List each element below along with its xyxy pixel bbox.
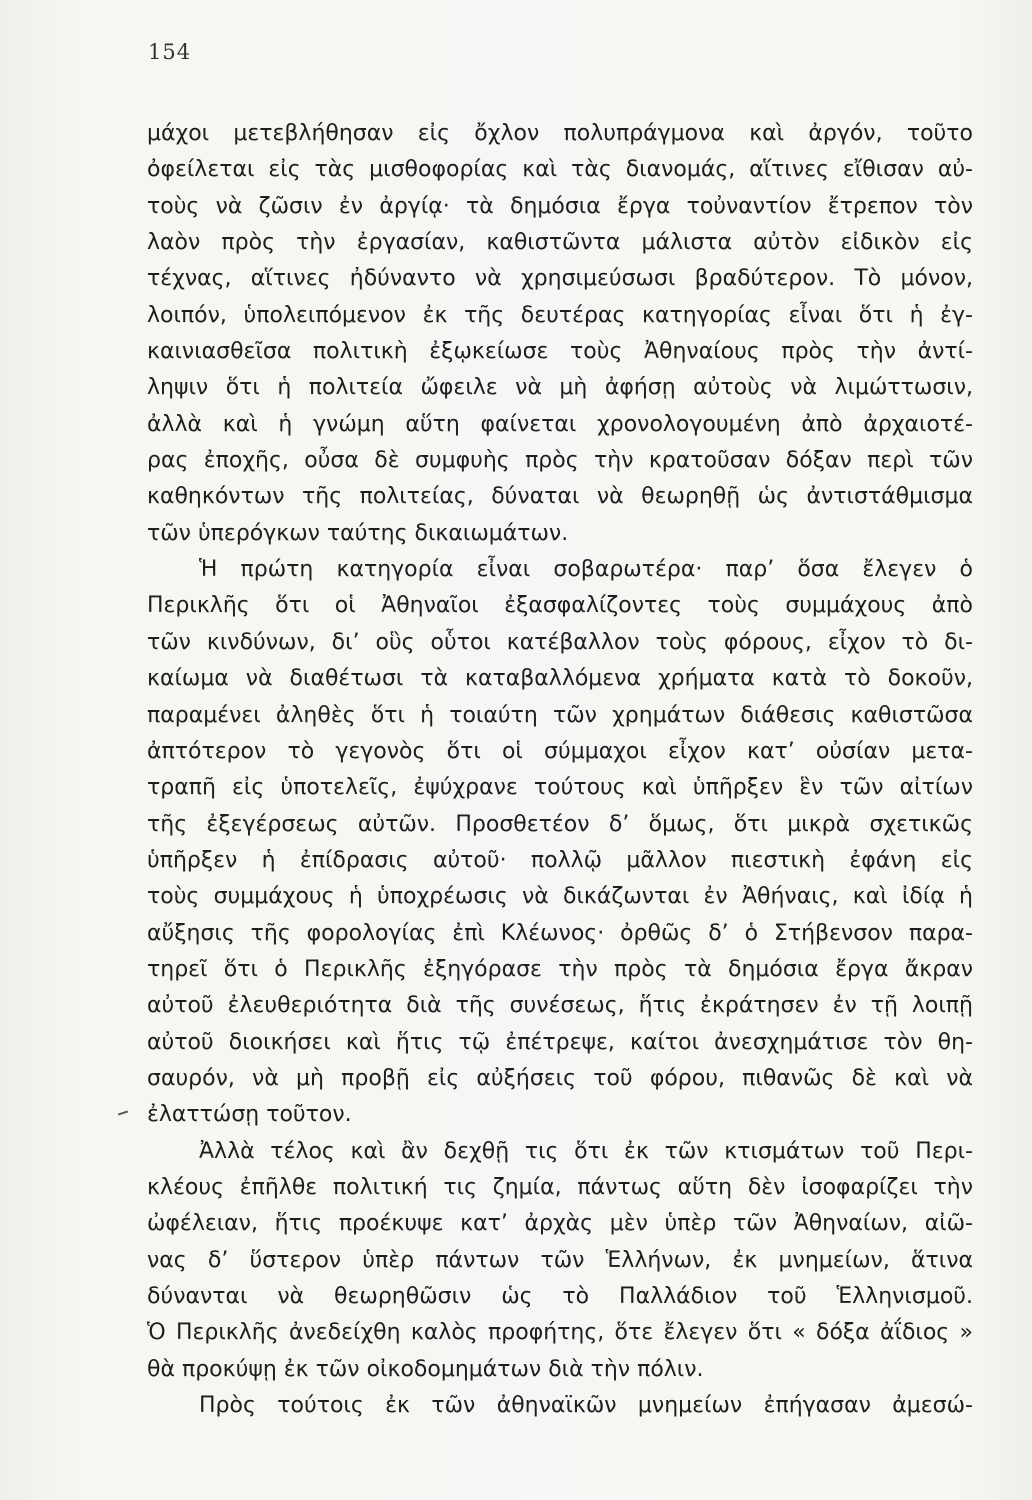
margin-pencil-mark	[118, 1111, 128, 1116]
text-line: Ἡ πρώτη κατηγορία εἶναι σοβαρωτέρα· παρ’ ὅσα ἔλεγεν ὁ	[199, 557, 973, 583]
text-line: σαυρόν, νὰ μὴ προβῇ εἰς αὐξήσεις τοῦ φόρου, πιθανῶς δὲ καὶ νὰ	[147, 1065, 973, 1091]
text-line: νας δ’ ὕστερον ὑπὲρ πάντων τῶν Ἑλλήνων, ἐκ μνημείων, ἅτινα	[147, 1247, 973, 1273]
text-line: αὔξησις τῆς φορολογίας ἐπὶ Κλέωνος· ὀρθῶς δ’ ὁ Στήβενσον παρα-	[147, 920, 973, 946]
text-line: τοὺς νὰ ζῶσιν ἐν ἀργίᾳ· τὰ δημόσια ἔργα τοὐναντίον ἔτρεπον τὸν	[147, 193, 973, 219]
text-line: ὑπῆρξεν ἡ ἐπίδρασις αὐτοῦ· πολλῷ μᾶλλον πιεστικὴ ἐφάνη εἰς	[147, 847, 973, 873]
text-line: ὀφείλεται εἰς τὰς μισθοφορίας καὶ τὰς διανομάς, αἵτινες εἴθισαν αὐ-	[147, 157, 973, 183]
text-line: ἀπτότερον τὸ γεγονὸς ὅτι οἱ σύμμαχοι εἶχον κατ’ οὐσίαν μετα-	[147, 738, 973, 764]
text-line: θὰ προκύψῃ ἐκ τῶν οἰκοδομημάτων διὰ τὴν πόλιν.	[147, 1356, 704, 1382]
text-line: καίωμα νὰ διαθέτωσι τὰ καταβαλλόμενα χρήματα κατὰ τὸ δοκοῦν,	[147, 666, 973, 692]
text-line: τῶν ὑπερόγκων ταύτης δικαιωμάτων.	[147, 520, 569, 546]
page-number: 154	[148, 40, 192, 64]
text-line: λοιπόν, ὑπολειπόμενον ἐκ τῆς δευτέρας κατηγορίας εἶναι ὅτι ἡ ἐγ-	[147, 302, 973, 328]
text-line: τῶν κινδύνων, δι’ οὓς οὗτοι κατέβαλλον τοὺς φόρους, εἶχον τὸ δι-	[147, 629, 973, 655]
text-line: λαὸν πρὸς τὴν ἐργασίαν, καθιστῶντα μάλιστα αὐτὸν εἰδικὸν εἰς	[147, 230, 973, 256]
text-line: Πρὸς τούτοις ἐκ τῶν ἀθηναϊκῶν μνημείων ἐπήγασαν ἀμεσώ-	[199, 1393, 973, 1419]
text-line: Ἀλλὰ τέλος καὶ ἂν δεχθῇ τις ὅτι ἐκ τῶν κτισμάτων τοῦ Περι-	[199, 1138, 973, 1164]
body-text	[147, 116, 973, 1424]
text-line: τοὺς συμμάχους ἡ ὑποχρέωσις νὰ δικάζωνται ἐν Ἀθήναις, καὶ ἰδίᾳ ἡ	[147, 884, 973, 910]
text-line: ληψιν ὅτι ἡ πολιτεία ὤφειλε νὰ μὴ ἀφήσῃ αὐτοὺς νὰ λιμώττωσιν,	[147, 375, 973, 401]
text-line: παραμένει ἀληθὲς ὅτι ἡ τοιαύτη τῶν χρημάτων διάθεσις καθιστῶσα	[147, 702, 973, 728]
text-line: ἐλαττώσῃ τοῦτον.	[147, 1102, 352, 1128]
text-line: δύνανται νὰ θεωρηθῶσιν ὡς τὸ Παλλάδιον τοῦ Ἑλληνισμοῦ.	[147, 1284, 973, 1309]
text-line: τῆς ἐξεγέρσεως αὐτῶν. Προσθετέον δ’ ὅμως, ὅτι μικρὰ σχετικῶς	[147, 811, 973, 837]
text-line: αὐτοῦ διοικήσει καὶ ἥτις τῷ ἐπέτρεψε, καίτοι ἀνεσχημάτισε τὸν θη-	[147, 1029, 973, 1055]
text-line: καθηκόντων τῆς πολιτείας, δύναται νὰ θεωρηθῇ ὡς ἀντιστάθμισμα	[147, 484, 973, 510]
text-line: τηρεῖ ὅτι ὁ Περικλῆς ἐξηγόρασε τὴν πρὸς τὰ δημόσια ἔργα ἄκραν	[147, 956, 973, 982]
text-line: μάχοι μετεβλήθησαν εἰς ὄχλον πολυπράγμονα καὶ ἀργόν, τοῦτο	[147, 121, 973, 146]
text-line: τραπῆ εἰς ὑποτελεῖς, ἐψύχρανε τούτους καὶ ὑπῆρξεν ἓν τῶν αἰτίων	[147, 775, 973, 801]
text-line: Ὁ Περικλῆς ἀνεδείχθη καλὸς προφήτης, ὅτε ἔλεγεν ὅτι « δόξα ἀΐδιος »	[147, 1320, 973, 1346]
text-line: Περικλῆς ὅτι οἱ Ἀθηναῖοι ἐξασφαλίζοντες τοὺς συμμάχους ἀπὸ	[147, 593, 973, 619]
text-line: αὐτοῦ ἐλευθεριότητα διὰ τῆς συνέσεως, ἥτις ἐκράτησεν ἐν τῇ λοιπῇ	[147, 993, 973, 1019]
text-line: ἀλλὰ καὶ ἡ γνώμη αὕτη φαίνεται χρονολογουμένη ἀπὸ ἀρχαιοτέ-	[147, 411, 973, 437]
text-line: ὠφέλειαν, ἥτις προέκυψε κατ’ ἀρχὰς μὲν ὑπὲρ τῶν Ἀθηναίων, αἰῶ-	[147, 1211, 973, 1237]
text-line: κλέους ἐπῆλθε πολιτική τις ζημία, πάντως αὕτη δὲν ἰσοφαρίζει τὴν	[147, 1174, 973, 1200]
text-line: τέχνας, αἵτινες ἠδύναντο νὰ χρησιμεύσωσι βραδύτερον. Τὸ μόνον,	[147, 266, 973, 292]
text-line: ρας ἐποχῆς, οὖσα δὲ συμφυὴς πρὸς τὴν κρατοῦσαν δόξαν περὶ τῶν	[147, 448, 973, 474]
text-line: καινιασθεῖσα πολιτικὴ ἐξῳκείωσε τοὺς Ἀθηναίους πρὸς τὴν ἀντί-	[147, 339, 973, 365]
